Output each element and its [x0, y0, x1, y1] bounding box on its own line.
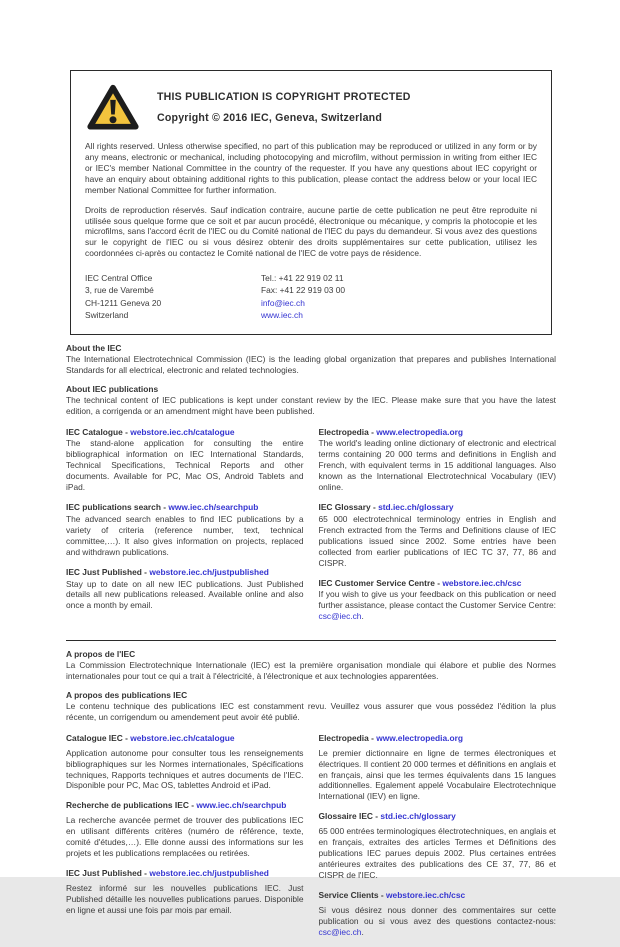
resource-url-link[interactable]: www.electropedia.org: [376, 732, 463, 743]
apropos-publications-body: Le contenu technique des publications IEC est constamment revu. Veuillez vous assurer que vous possédez l'édition la plus récente, un corrigendum ou amendement peut avoir été publié.: [66, 700, 556, 722]
resource-description: Stay up to date on all new IEC publications. Just Published details all new publications released. Available online and also once a month by email.: [66, 578, 304, 611]
resource-electropedia-fr: Electropedia - www.electropedia.org Le premier dictionnaire en ligne de termes électroniques et électriques. Il contient 20 000 termes et définitions en anglais et en français, ainsi que les termes équivalents dans 15 langues additionnelles. Egalement appelé Vocabulaire Electrotechnique International (IEV) en ligne.: [318, 732, 556, 802]
email-link[interactable]: info@iec.ch: [261, 297, 305, 308]
resource-glossaire-iec: Glossaire IEC - std.iec.ch/glossary 65 000 entrées terminologiques électrotechniques, en anglais et en français, extraites des articles Termes et Définitions des publications IEC parues depuis 2002. Plus certaines entrées antérieures extraites des publications des CE 37, 77, 86 et CISPR de l'IEC.: [318, 811, 556, 880]
copyright-notice-box: [70, 70, 552, 335]
resource-title: IEC Just Published: [66, 566, 142, 577]
section-divider: [66, 640, 556, 641]
resource-url-link[interactable]: www.iec.ch/searchpub: [196, 800, 287, 811]
resource-iec-glossary: IEC Glossary - std.iec.ch/glossary 65 000 electrotechnical terminology entries in English and French extracted from the Terms and Definitions clause of IEC publications issued since 2002. Some entries have been collected from earlier publications of IEC TC 37, 77, 86 and CISPR.: [318, 502, 556, 568]
resource-iec-publications-search: IEC publications search - www.iec.ch/searchpub The advanced search enables to find IEC publications by a variety of criteria (reference number, text, technical committee,…). It also gives information on projects, replaced and withdrawn publications.: [66, 502, 304, 557]
resources-french-right: [319, 733, 557, 947]
resources-english: [66, 427, 556, 632]
resource-catalogue-iec: Catalogue IEC - webstore.iec.ch/catalogue Application autonome pour consulter tous les renseignements bibliographiques sur les Normes internationales, Spécifications techniques, Rapports techniques et autres documents de l'IEC. Disponible pour PC, Mac OS, tablettes Android et iPad.: [66, 732, 304, 791]
apropos-iec-body: La Commission Electrotechnique Internationale (IEC) est la première organisation mondiale qui élabore et publie des Normes internationales pour tout ce qui a trait à l'électricité, à l'électronique et aux technologies apparentées.: [66, 660, 556, 682]
resources-french: [66, 733, 556, 947]
apropos-publications-heading: A propos des publications IEC: [66, 690, 188, 701]
address-line: 3, rue de Varembé: [85, 285, 154, 296]
resource-title: Service Clients: [318, 889, 379, 900]
resource-title: Catalogue IEC: [66, 732, 123, 743]
rights-paragraph-fr: Droits de reproduction réservés. Sauf indication contraire, aucune partie de cette publication ne peut être reproduite ni utilisée sous quelque forme que ce soit et par aucun procédé, électronique ou mécanique, y compris la photocopie et les microfilms, sans l'accord écrit de l'IEC ou du Comité national de l'IEC du pays du demandeur. Si vous avez des questions sur le copyright de l'IEC ou si vous désirez obtenir des droits supplémentaires sur cette publication, utilisez les coordonnées ci-après ou contactez le Comité national de l'IEC de votre pays de résidence.: [85, 204, 537, 259]
resource-title: Electropedia: [318, 732, 369, 743]
resource-url-link[interactable]: webstore.iec.ch/csc: [442, 577, 522, 588]
resource-title: IEC Catalogue: [66, 426, 123, 437]
csc-email-link[interactable]: csc@iec.ch: [318, 611, 362, 622]
address-line: Switzerland: [85, 309, 129, 320]
apropos-iec-heading: A propos de l'IEC: [66, 649, 136, 660]
about-publications-body: The technical content of IEC publications is kept under constant review by the IEC. Please make sure that you have the latest edition, a corrigenda or an amendment might have been published.: [66, 394, 556, 416]
resources-english-right: [319, 427, 557, 632]
resource-url-link[interactable]: www.electropedia.org: [376, 426, 463, 437]
resource-recherche-publications: Recherche de publications IEC - www.iec.ch/searchpub La recherche avancée permet de trouver des publications IEC en utilisant différents critères (numéro de référence, texte, comité d'études,…). Elle donne aussi des informations sur les projets et les publications remplacées ou retirées.: [66, 800, 304, 859]
resource-url-link[interactable]: webstore.iec.ch/csc: [386, 889, 466, 900]
resource-description: Le premier dictionnaire en ligne de termes électroniques et électriques. Il contient 20 000 termes et définitions en anglais et en français, ainsi que les termes équivalents dans 15 langues additionnelles. Egalement appelé Vocabulaire Electrotechnique International (IEV) en ligne.: [318, 747, 556, 802]
contact-block: [85, 272, 537, 321]
about-publications-heading: About IEC publications: [66, 383, 159, 394]
resource-iec-customer-service-centre: IEC Customer Service Centre - webstore.iec.ch/csc If you wish to give us your feedback on this publication or need further assistance, please contact the Customer Service Centre: csc@iec.ch.: [318, 577, 556, 622]
resource-iec-just-published: IEC Just Published - webstore.iec.ch/justpublished Stay up to date on all new IEC publications. Just Published details all new publications released. Available online and also once a month by email.: [66, 566, 304, 611]
resource-description: If you wish to give us your feedback on this publication or need further assistance, please contact the Customer Service Centre: csc@iec.ch.: [318, 589, 556, 622]
resource-description: The stand-alone application for consulting the entire bibliographical information on IEC International Standards, Technical Specifications, Technical Reports and other documents. Available for PC, Mac OS, Android Tablets and iPad.: [66, 438, 304, 493]
resource-url-link[interactable]: std.iec.ch/glossary: [378, 502, 454, 513]
about-iec-body: The International Electrotechnical Commission (IEC) is the leading global organization that prepares and publishes International Standards for all electrical, electronic and related technologies.: [66, 353, 556, 375]
resource-url-link[interactable]: webstore.iec.ch/justpublished: [149, 566, 269, 577]
resource-url-link[interactable]: std.iec.ch/glossary: [380, 811, 456, 822]
copyright-subtitle: Copyright © 2016 IEC, Geneva, Switzerland: [157, 111, 382, 124]
phone-email-block: [261, 272, 345, 321]
rights-paragraph-en: All rights reserved. Unless otherwise specified, no part of this publication may be reproduced or utilized in any form or by any means, electronic or mechanical, including photocopying and microfilm, without permission in writing from either IEC or IEC's member National Committee in the country of the requester. If you have any questions about IEC copyright or have an enquiry about obtaining additional rights to this publication, please contact the address below or your local IEC member National Committee for further information.: [85, 141, 537, 195]
resource-service-clients: Service Clients - webstore.iec.ch/csc Si vous désirez nous donner des commentaires sur cette publication ou si vous avez des questions contactez-nous: csc@iec.ch.: [318, 889, 556, 937]
resources-english-left: [66, 427, 304, 632]
website-link[interactable]: www.iec.ch: [261, 309, 303, 320]
copyright-title: THIS PUBLICATION IS COPYRIGHT PROTECTED: [157, 90, 411, 103]
resource-iec-just-published-fr: IEC Just Published - webstore.iec.ch/justpublished Restez informé sur les nouvelles publications IEC. Just Published détaille les nouvelles publications parues. Disponible en ligne et aussi une fois par mois par email.: [66, 868, 304, 915]
warning-triangle-icon: [87, 84, 139, 132]
telephone-number: Tel.: +41 22 919 02 11: [261, 273, 344, 284]
copyright-titles: [157, 91, 411, 126]
resource-description: The world's leading online dictionary of electronic and electrical terms containing 20 000 terms and definitions in English and French, with equivalent terms in 15 additional languages. Also known as the International Electrotechnical Vocabulary (IEV) online.: [318, 438, 556, 493]
resource-iec-catalogue: IEC Catalogue - webstore.iec.ch/catalogue The stand-alone application for consulting the entire bibliographical information on IEC International Standards, Technical Specifications, Technical Reports and other documents. Available for PC, Mac OS, Android Tablets and iPad.: [66, 426, 304, 493]
resource-url-link[interactable]: webstore.iec.ch/catalogue: [130, 426, 235, 437]
resource-title: Electropedia: [318, 426, 369, 437]
resource-description: La recherche avancée permet de trouver des publications IEC en utilisant différents critères (numéro de référence, texte, comité d'études,…). Elle donne aussi des informations sur les projets et les publications remplacées ou retirées.: [66, 815, 304, 859]
resource-description: The advanced search enables to find IEC publications by a variety of criteria (reference number, text, technical committee,…). It also gives information on projects, replaced and withdrawn publications.: [66, 513, 304, 557]
resource-title: Glossaire IEC: [318, 811, 373, 822]
address-line: CH-1211 Geneva 20: [85, 297, 162, 308]
resource-title: IEC Just Published: [66, 868, 142, 878]
resource-description: Si vous désirez nous donner des commentaires sur cette publication ou si vous avez des questions contactez-nous: csc@iec.ch.: [318, 904, 556, 937]
resource-description: Restez informé sur les nouvelles publications IEC. Just Published détaille les nouvelles publications parues. Disponible en ligne et aussi une fois par mois par email.: [66, 882, 304, 915]
address-line: IEC Central Office: [85, 273, 153, 284]
postal-address: [85, 272, 261, 321]
copyright-header: [87, 84, 537, 132]
resource-url-link[interactable]: webstore.iec.ch/catalogue: [130, 732, 235, 743]
resource-url-link[interactable]: webstore.iec.ch/justpublished: [149, 868, 269, 878]
resource-description: Application autonome pour consulter tous les renseignements bibliographiques sur les Normes internationales, Spécifications techniques, Rapports techniques et autres documents de l'IEC. Disponible pour PC, Mac OS, tablettes Android et iPad.: [66, 747, 304, 791]
resources-french-left: [66, 733, 304, 947]
fax-number: Fax: +41 22 919 03 00: [261, 285, 346, 296]
resource-title: IEC Glossary: [318, 502, 371, 513]
resource-url-link[interactable]: www.iec.ch/searchpub: [168, 502, 259, 513]
resource-description: 65 000 entrées terminologiques électrotechniques, en anglais et en français, extraites des articles Termes et Définitions des publications IEC parues depuis 2002. Plus certaines entrées antérieures extraites des publications des CE 37, 77, 86 et CISPR de l'IEC.: [318, 826, 556, 880]
resource-title: IEC Customer Service Centre: [318, 577, 435, 588]
resource-title: Recherche de publications IEC: [66, 800, 189, 811]
resource-title: IEC publications search: [66, 502, 161, 513]
csc-email-link[interactable]: csc@iec.ch: [318, 926, 362, 937]
resource-description: 65 000 electrotechnical terminology entries in English and French extracted from the Terms and Definitions clause of IEC publications issued since 2002. Some entries have been collected from earlier publications of IEC TC 37, 77, 86 and CISPR.: [318, 513, 556, 568]
resource-electropedia: Electropedia - www.electropedia.org The world's leading online dictionary of electronic and electrical terms containing 20 000 terms and definitions in English and French, with equivalent terms in 15 additional languages. Also known as the International Electrotechnical Vocabulary (IEV) online.: [318, 426, 556, 493]
about-iec-heading: About the IEC: [66, 342, 122, 353]
